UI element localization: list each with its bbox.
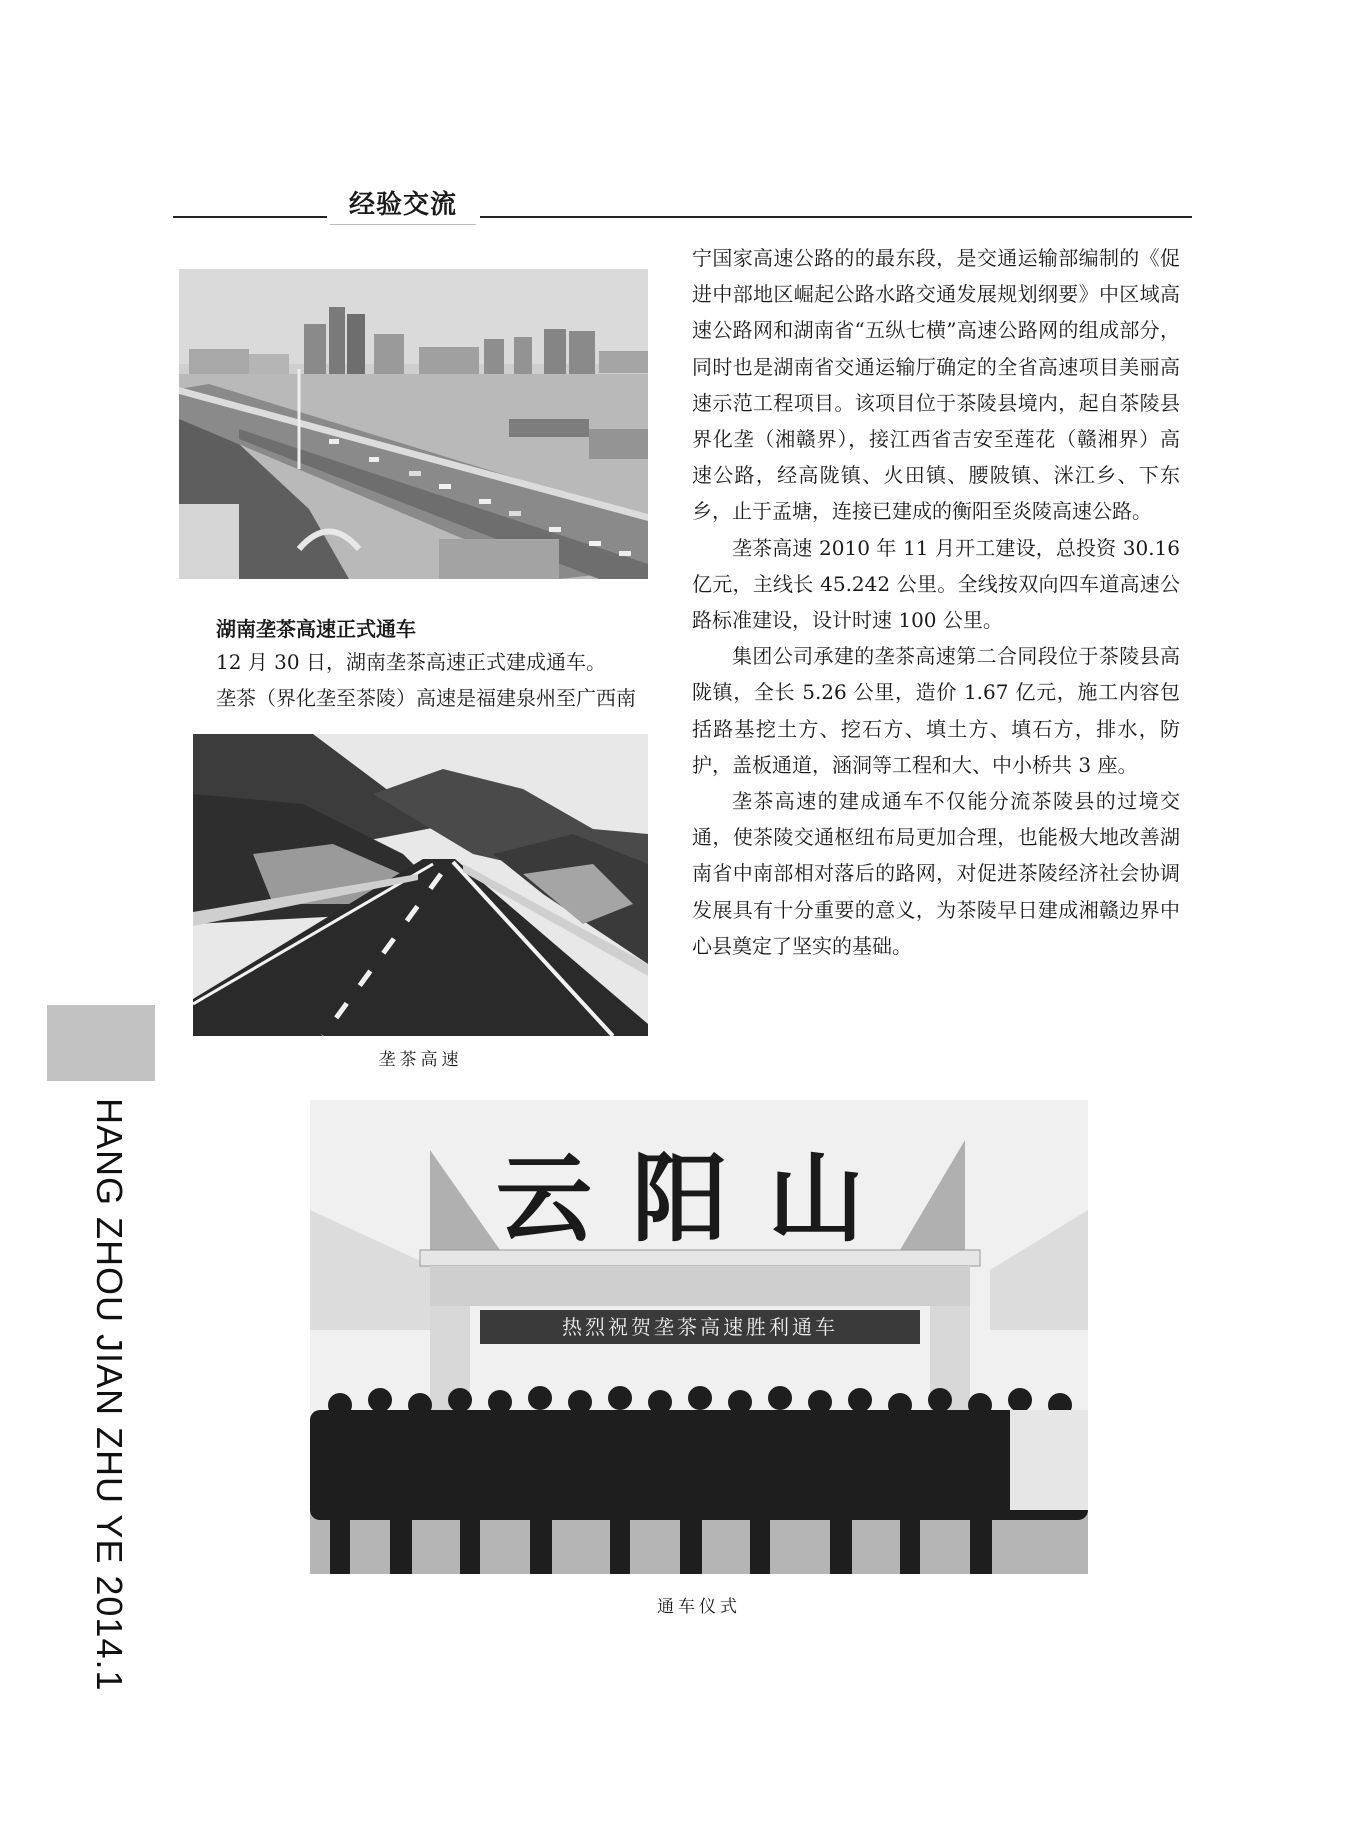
article-body-right (692, 240, 1180, 964)
left-text-line-1: 12 月 30 日，湖南垄茶高速正式建成通车。 (216, 650, 606, 674)
paragraph-2: 垄茶高速 2010 年 11 月开工建设，总投资 30.16 亿元，主线长 45.242 公里。全线按双向四车道高速公路标准建设，设计时速 100 公里。 (692, 535, 1180, 633)
side-tab-block (47, 1005, 155, 1081)
header-rule-left (173, 216, 327, 218)
article-headline: 湖南垄茶高速正式通车 (216, 617, 416, 641)
paragraph-3: 集团公司承建的垄茶高速第二合同段位于茶陵县高陇镇，全长 5.26 公里，造价 1.67 亿元，施工内容包括路基挖土方、挖石方、填土方、填石方，排水，防护，盖板通道，涵洞等工程和大、中小桥共 3 座。 (692, 644, 1180, 777)
ceremony-photo (310, 1100, 1088, 1574)
section-title: 经验交流 (348, 190, 457, 220)
paragraph-1: 宁国家高速公路的的最东段，是交通运输部编制的《促进中部地区崛起公路水路交通发展规划纲要》中区域高速公路网和湖南省“五纵七横”高速公路网的组成部分，同时也是湖南省交通运输厅确定的全省高速项目美丽高速示范工程项目。该项目位于茶陵县境内，起自茶陵县界化垄（湘赣界），接江西省吉安至莲花（赣湘界）高速公路，经高陇镇、火田镇、腰陂镇、洣江乡、下东乡，止于孟塘，连接已建成的衡阳至炎陵高速公路。 (692, 246, 1180, 524)
gate-sign-text: 云阳山 (496, 1142, 904, 1255)
paragraph-4: 垄茶高速的建成通车不仅能分流茶陵县的过境交通，使茶陵交通枢纽布局更加合理，也能极大地改善湖南省中南部相对落后的路网，对促进茶陵经济社会协调发展具有十分重要的意义，为茶陵早日建成湘赣边界中心县奠定了坚实的基础。 (692, 789, 1180, 958)
left-text-line-2: 垄茶（界化垄至茶陵）高速是福建泉州至广西南 (216, 686, 636, 710)
banner-text: 热烈祝贺垄茶高速胜利通车 (562, 1315, 838, 1339)
magazine-issue-label: HANG ZHOU JIAN ZHU YE 2014.1 (89, 1098, 130, 1692)
ceremony-photo-caption: 通车仪式 (657, 1597, 741, 1617)
road-photo-caption: 垄茶高速 (378, 1050, 463, 1070)
highway-road-photo (193, 734, 648, 1036)
city-highway-photo (179, 269, 648, 579)
header-rule-right (480, 216, 1192, 218)
